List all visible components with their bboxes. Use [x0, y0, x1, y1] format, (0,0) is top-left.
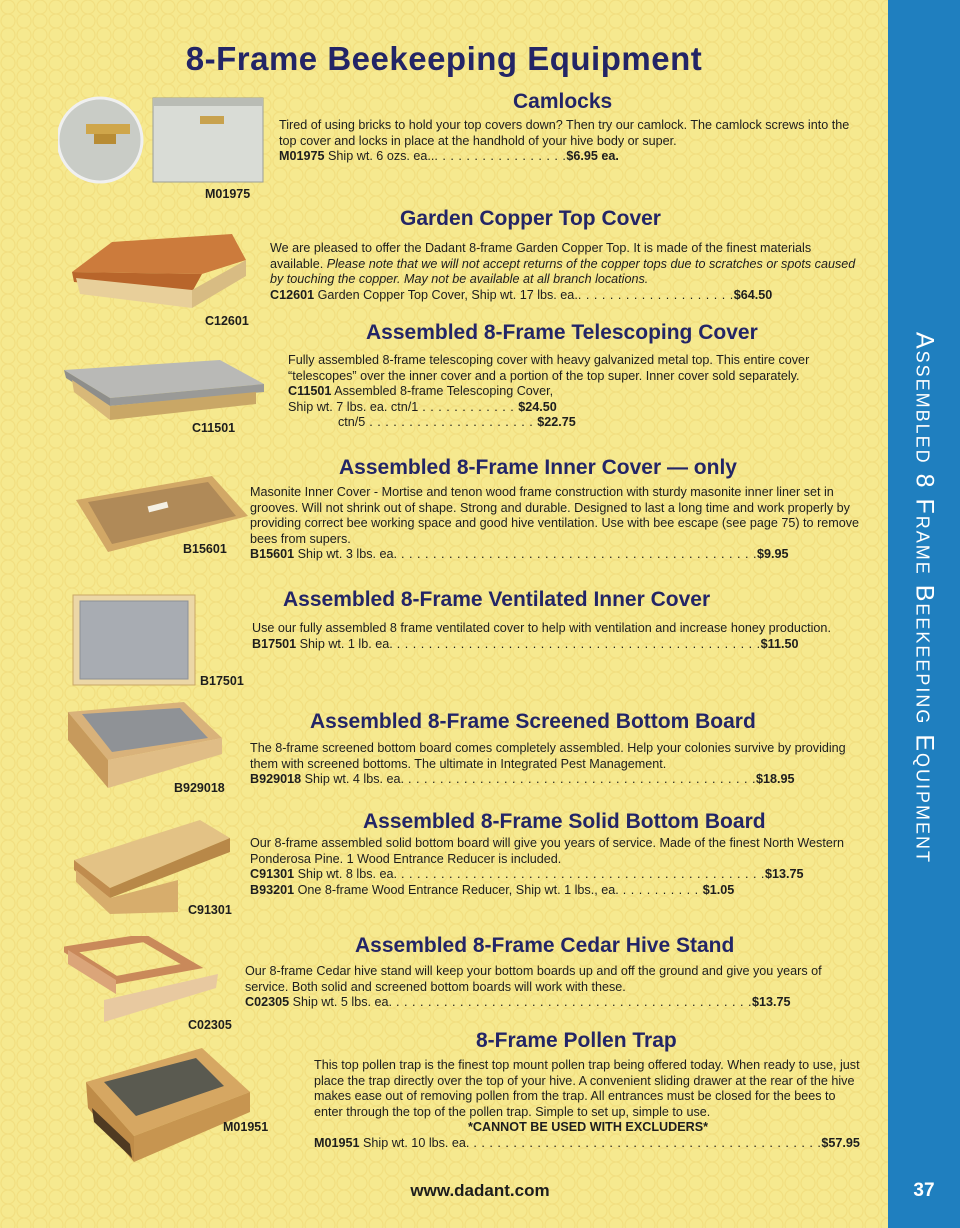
- pollen-text: This top pollen trap is the finest top mount pollen trap being offered today. When ready to use, just place the trap directly over the top of your hive. A convenient sliding drawer at the rear of the hive makes ease out of removing pollen from the trap. All entrances must be closed for the bees to enter through the top of the pollen trap. Simple to set up, simple to use.: [314, 1058, 860, 1119]
- footer-url[interactable]: www.dadant.com: [410, 1181, 550, 1200]
- pollen-price: $57.95: [821, 1135, 860, 1150]
- camlocks-line: Ship wt. 6 ozs. ea..: [328, 149, 435, 163]
- screened-bottom-image: [64, 700, 224, 792]
- inner-description: [250, 485, 860, 563]
- screened-image-label: B929018: [174, 781, 225, 795]
- solid-price-line: [250, 867, 860, 883]
- copper-text-italic: Please note that we will not accept returns of the copper tops due to scratches or spots caused by touching the copper. May not be available at all branch locations.: [270, 256, 856, 286]
- solid-price-line-2: [250, 883, 860, 899]
- stand-price: $13.75: [751, 995, 791, 1009]
- inner-title: Assembled 8-Frame Inner Cover — only: [339, 456, 737, 479]
- stand-price-line: [245, 995, 861, 1011]
- solid-image-label: C91301: [188, 903, 232, 917]
- inner-sku: B15601: [250, 547, 295, 561]
- copper-text-main: We are pleased to offer the Dadant 8-frame Garden Copper Top. It is made of the finest materials available.: [270, 241, 812, 271]
- screened-price: $18.95: [755, 772, 795, 786]
- telescoping-price1: $24.50: [518, 399, 557, 414]
- camlock-image-label: M01975: [205, 187, 251, 201]
- solid-text: Our 8-frame assembled solid bottom board will give you years of service. Made of the finest North Western Ponderosa Pine. 1 Wood Entrance Reducer is included.: [250, 836, 845, 866]
- copper-title: Garden Copper Top Cover: [400, 207, 661, 230]
- stand-sku: C02305: [245, 995, 290, 1009]
- telescoping-sku-line: [288, 384, 860, 400]
- camlocks-description: [279, 118, 857, 165]
- pollen-line: Ship wt. 10 lbs. ea.: [363, 1135, 470, 1150]
- camlocks-sku: M01975: [279, 149, 325, 163]
- camlock-image: [58, 96, 268, 186]
- stand-title: Assembled 8-Frame Cedar Hive Stand: [355, 934, 735, 957]
- stand-description: [245, 964, 861, 1011]
- telescoping-text: Fully assembled 8-frame telescoping cover with heavy galvanized metal top. This entire cover “telescopes” over the inner cover and a portion of the top super. Inner cover sold separately.: [288, 353, 810, 383]
- dot-leader: . . . . . . . . . . . . . . . . . . . . . . . . . . . . . . . . . . . . . . . . . . . . . .: [397, 867, 765, 881]
- solid-price: $13.75: [764, 867, 804, 881]
- stand-line: Ship wt. 5 lbs. ea.: [292, 995, 393, 1009]
- telescoping-line3: ctn/5: [338, 415, 366, 429]
- ventilated-cover-image: [72, 594, 196, 686]
- ventilated-price: $11.50: [760, 636, 799, 651]
- dot-leader: . . . . . . . . . . . . . . . . . . . . . . . . . . . . . . . . . . . . . . . . . . . . . .: [392, 636, 761, 651]
- screened-sku: B929018: [250, 772, 302, 786]
- dot-leader: . . . . . . . . . . . . . . . . . . . . . . . . . . . . . . . . . . . . . . . . . . . . .: [397, 547, 757, 561]
- solid-description: [250, 836, 860, 898]
- copper-sku: C12601: [270, 287, 315, 302]
- ventilated-title: Assembled 8-Frame Ventilated Inner Cover: [283, 588, 711, 611]
- dot-leader: . . . . . . . . . . . . . . . . . . . . .: [365, 415, 538, 429]
- screened-description: [250, 741, 860, 788]
- sidebar-title-wrap: [888, 0, 960, 1228]
- copper-price: $64.50: [733, 287, 773, 302]
- telescoping-price2: $22.75: [537, 415, 576, 429]
- telescoping-image-label: C11501: [192, 421, 236, 435]
- solid-title: Assembled 8-Frame Solid Bottom Board: [363, 810, 766, 833]
- stand-image-label: C02305: [188, 1018, 232, 1032]
- inner-image-label: B15601: [183, 542, 227, 556]
- telescoping-description: [288, 353, 860, 431]
- screened-title: Assembled 8-Frame Screened Bottom Board: [310, 710, 756, 733]
- pollen-image-label: M01951: [223, 1120, 269, 1134]
- pollen-title: 8-Frame Pollen Trap: [476, 1029, 677, 1052]
- dot-leader: . . . . . . . . . . . .: [418, 399, 519, 414]
- telescoping-sku: C11501: [288, 384, 332, 398]
- dot-leader: . . . . . . . . . .: [618, 882, 703, 897]
- screened-text: The 8-frame screened bottom board comes completely assembled. Help your colonies survive by providing them with screened bottoms. The ultimate in Integrated Pest Management.: [250, 741, 846, 771]
- copper-text: [270, 241, 858, 288]
- camlocks-price: $6.95 ea.: [566, 149, 619, 163]
- telescoping-line: Assembled 8-frame Telescoping Cover,: [334, 384, 554, 398]
- solid-bottom-image: [70, 818, 232, 916]
- inner-text: Masonite Inner Cover - Mortise and tenon wood frame construction with sturdy masonite inner liner set in grooves. Will not shrink out of shape. Strong and durable. Designed to last a long time and work properly by providing correct bee working space and good hive ventilation. Use with bee escape (see page 75) to remove bees from supers.: [250, 485, 860, 546]
- solid-price2: $1.05: [702, 882, 735, 897]
- pollen-warning: *CANNOT BE USED WITH EXCLUDERS*: [468, 1120, 708, 1134]
- dot-leader: . . . . . . . . . . . . . . . . . . . . . . . . . . . . . . . . . . . . . . . . . . . .: [469, 1135, 822, 1150]
- ventilated-sku: B17501: [252, 636, 297, 651]
- ventilated-image-label: B17501: [200, 674, 244, 688]
- dot-leader: . . . . . . . . . . . . . . . . . . . . . . . . . . . . . . . . . . . . . . . . . . . .: [404, 772, 756, 786]
- solid-sku: C91301: [250, 867, 295, 881]
- stand-text: Our 8-frame Cedar hive stand will keep your bottom boards up and off the ground and give you years of service. Both solid and screened bottom boards will work with these.: [245, 964, 822, 994]
- solid-line: Ship wt. 8 lbs. ea.: [297, 867, 398, 881]
- page-title: 8-Frame Beekeeping Equipment: [185, 40, 703, 77]
- copper-line: Garden Copper Top Cover, Ship wt. 17 lbs. ea.: [317, 287, 578, 302]
- inner-line: Ship wt. 3 lbs. ea.: [297, 547, 398, 561]
- screened-line: Ship wt. 4 lbs. ea.: [304, 772, 405, 786]
- dot-leader: . . . . . . . . . . . . . . . . . . . .: [577, 287, 734, 302]
- ventilated-text: Use our fully assembled 8 frame ventilated cover to help with ventilation and increase honey production.: [252, 621, 831, 635]
- sidebar-title: Assembled 8 Frame Beekeeping Equipment: [910, 331, 939, 865]
- inner-price: $9.95: [756, 547, 789, 561]
- copper-image-label: C12601: [205, 314, 249, 328]
- solid-line2: One 8-frame Wood Entrance Reducer, Ship wt. 1 lbs., ea.: [297, 882, 619, 897]
- telescoping-price-line-2: [288, 415, 860, 431]
- cedar-stand-image: [64, 936, 220, 1028]
- pollen-description: [314, 1058, 862, 1151]
- inner-price-line: [250, 547, 860, 563]
- dot-leader: . . . . . . . . . . . . . . . . . . . . . . . . . . . . . . . . . . . . . . . . . . . . .: [392, 995, 752, 1009]
- page-number: 37: [913, 1180, 935, 1201]
- telescoping-cover-image: [60, 358, 266, 424]
- copper-cover-image: [62, 232, 248, 312]
- camlocks-title: Camlocks: [513, 90, 613, 113]
- copper-price-line: [270, 288, 858, 304]
- camlocks-text: Tired of using bricks to hold your top covers down? Then try our camlock. The camlock screws into the top cover and locks in place at the handhold of your hive body or super.: [279, 118, 850, 148]
- screened-price-line: [250, 772, 860, 788]
- camlocks-price-line: [279, 149, 857, 165]
- copper-description: [270, 241, 858, 303]
- telescoping-price-line-1: [288, 400, 860, 416]
- telescoping-title: Assembled 8-Frame Telescoping Cover: [366, 321, 758, 344]
- pollen-price-line: [314, 1136, 862, 1152]
- telescoping-line2: Ship wt. 7 lbs. ea. ctn/1: [288, 399, 419, 414]
- ventilated-price-line: [252, 637, 860, 653]
- ventilated-line: Ship wt. 1 lb. ea.: [299, 636, 393, 651]
- dot-leader: . . . . . . . . . . . . . . . . .: [434, 149, 567, 163]
- ventilated-description: [252, 621, 860, 652]
- pollen-sku: M01951: [314, 1135, 360, 1150]
- solid-sku2: B93201: [250, 882, 295, 897]
- pollen-trap-image: [84, 1046, 252, 1164]
